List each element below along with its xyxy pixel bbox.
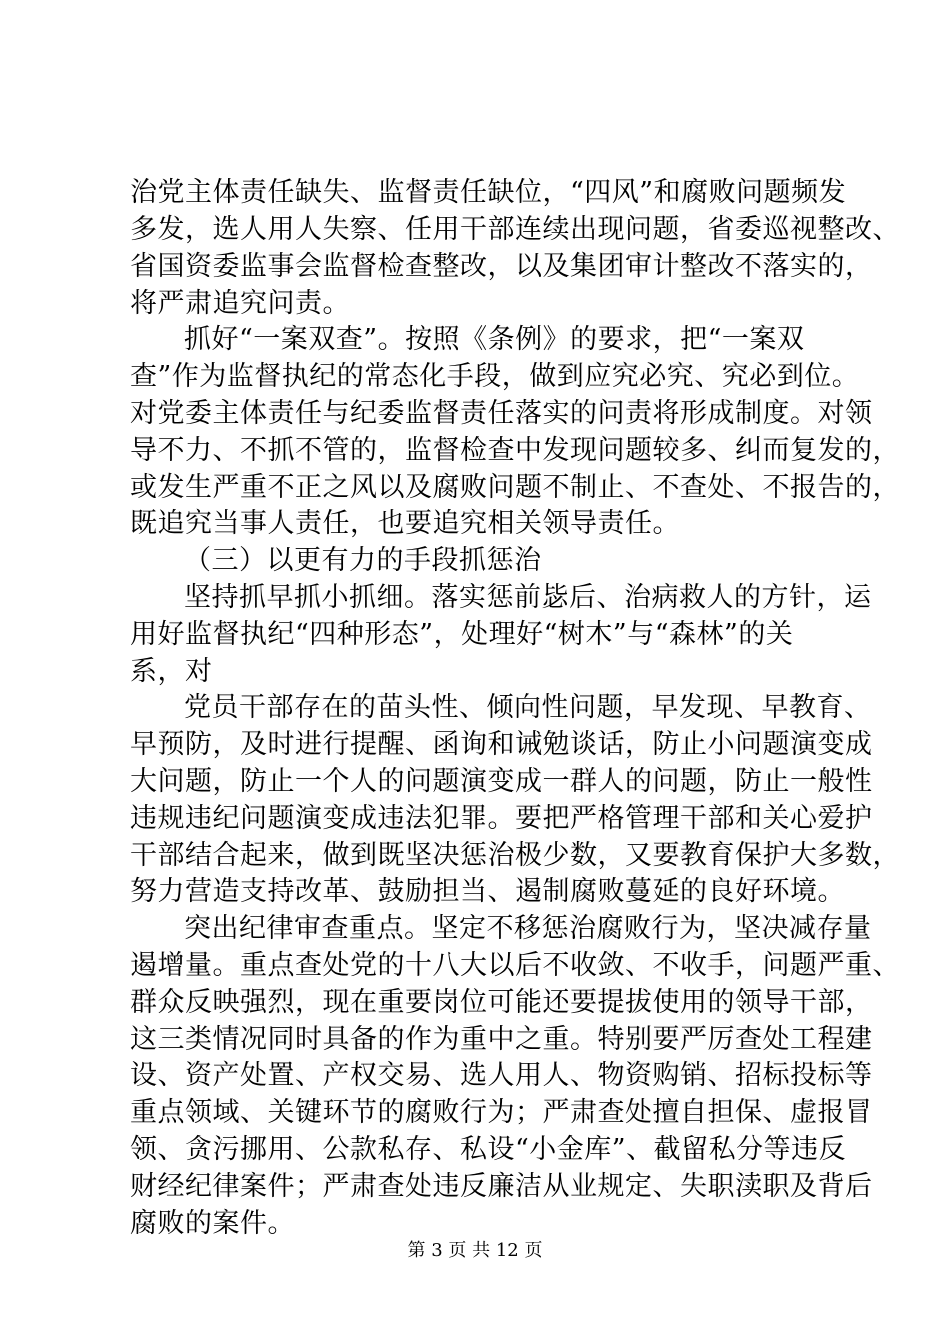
text-line: 重点领域、关键环节的腐败行为；严肃查处擅自担保、虚报冒 [130,1097,873,1128]
text-line: 这三类情况同时具备的作为重中之重。特别要严厉查处工程建 [130,1024,873,1055]
text-line: 遏增量。重点查处党的十八大以后不收敛、不收手，问题严重、 [130,950,900,981]
text-line: 系，对 [130,656,213,687]
text-line: 突出纪律审查重点。坚定不移惩治腐败行为，坚决减存量 [184,913,872,944]
text-line: 领、贪污挪用、公款私存、私设“小金库”、截留私分等违反 [130,1134,847,1165]
text-line: 用好监督执纪“四种形态”，处理好“树木”与“森林”的关 [130,619,794,650]
text-line: 腐败的案件。 [130,1208,295,1239]
text-line: 大问题，防止一个人的问题演变成一群人的问题，防止一般性 [130,766,873,797]
text-line: 早预防，及时进行提醒、函询和诫勉谈话，防止小问题演变成 [130,729,873,760]
text-line: 治党主体责任缺失、监督责任缺位，“四风”和腐败问题频发 [130,177,847,208]
text-line: 将严肃追究问责。 [130,288,350,319]
text-line: 财经纪律案件；严肃查处违反廉洁从业规定、失职渎职及背后 [130,1171,873,1202]
text-line: 抓好“一案双查”。按照《条例》的要求，把“一案双 [184,324,805,355]
text-line: 查”作为监督执纪的常态化手段，做到应究必究、究必到位。 [130,361,860,392]
text-line: 多发，选人用人失察、任用干部连续出现问题，省委巡视整改、 [130,214,900,245]
text-line: 对党委主体责任与纪委监督责任落实的问责将形成制度。对领 [130,398,873,429]
text-line: 群众反映强烈，现在重要岗位可能还要提拔使用的领导干部， [130,987,873,1018]
text-line: 导不力、不抓不管的，监督检查中发现问题较多、纠而复发的， [130,435,900,466]
text-line: 既追究当事人责任，也要追究相关领导责任。 [130,508,680,539]
text-line: 坚持抓早抓小抓细。落实惩前毖后、治病救人的方针，运 [184,582,872,613]
text-line: 省国资委监事会监督检查整改，以及集团审计整改不落实的， [130,251,873,282]
text-line: 或发生严重不正之风以及腐败问题不制止、不查处、不报告的， [130,472,900,503]
section-heading: （三）以更有力的手段抓惩治 [184,545,542,576]
text-line: 违规违纪问题演变成违法犯罪。要把严格管理干部和关心爱护 [130,803,873,834]
text-line: 设、资产处置、产权交易、选人用人、物资购销、招标投标等 [130,1060,873,1091]
text-line: 党员干部存在的苗头性、倾向性问题，早发现、早教育、 [184,692,872,723]
page-number-footer: 第 3 页 共 12 页 [407,1240,543,1261]
text-line: 干部结合起来，做到既坚决惩治极少数，又要教育保护大多数， [130,840,900,871]
text-line: 努力营造支持改革、鼓励担当、遏制腐败蔓延的良好环境。 [130,876,845,907]
